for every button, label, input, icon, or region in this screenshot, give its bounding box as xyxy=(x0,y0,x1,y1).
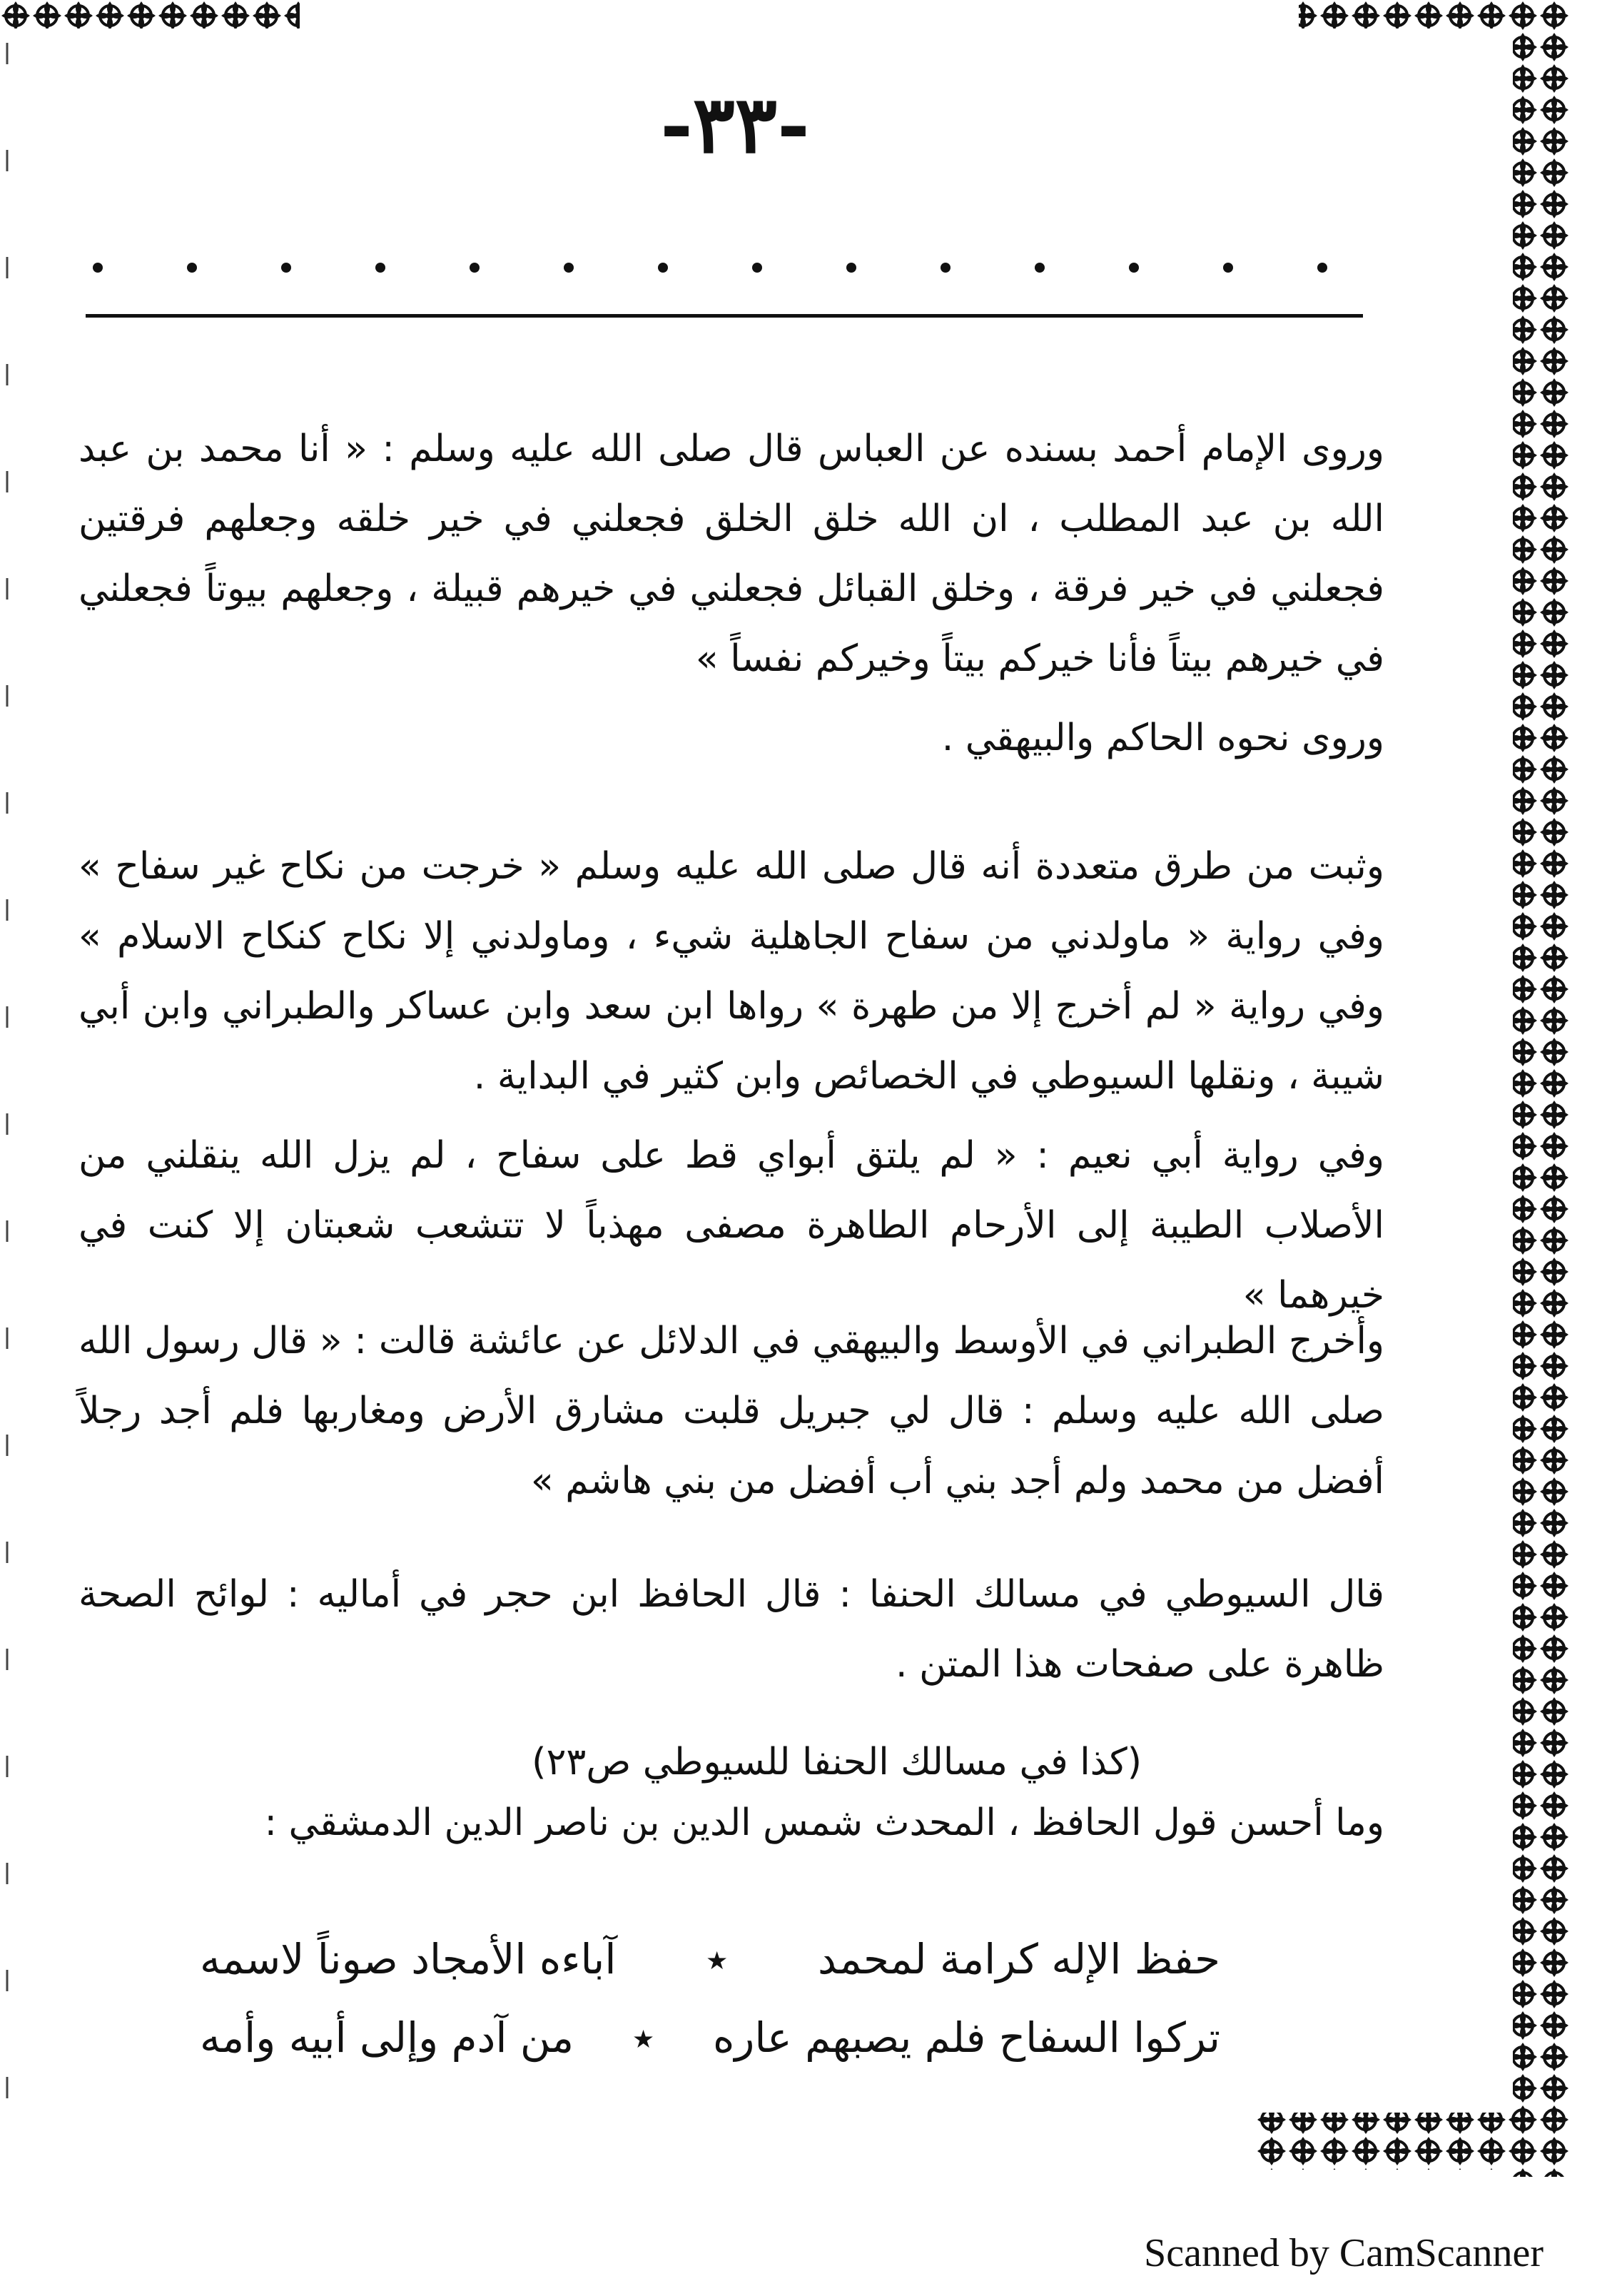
citation-masalik: (كذا في مسالك الحنفا للسيوطي ص٢٣) xyxy=(532,1741,1142,1784)
verse-first-hemistich: حفظ الإله كرامة لمحمد xyxy=(817,1935,1220,1983)
paragraph-tabarani-aisha: وأخرج الطبراني في الأوسط والبيهقي في الدلائل عن عائشة قالت : « قال رسول الله صلى الله عليه وسلم : قال لي جبريل قلبت مشارق الأرض ومغاربها فلم أجد رجلاً أفضل من محمد ولم أجد بني أب أفضل من بني هاشم » xyxy=(78,1320,1384,1502)
scanner-watermark: Scanned by CamScanner xyxy=(1144,2231,1544,2275)
verse-separator-icon: ٭ xyxy=(705,1935,729,1983)
paragraph-abbas-hadith: وروى الإمام أحمد بسنده عن العباس قال صلى الله عليه وسلم : « أنا محمد بن عبد الله بن عبد المطلب ، ان الله خلق الخلق فجعلني في خير خلقه وجعلهم فرقتين فجعلني في خير فرقة ، وخلق القبائل فجعلني في خيرهم قبيلة ، وجعلهم بيوتاً فجعلني في خيرهم بيتاً فأنا خيركم بيتاً وخيركم نفساً » xyxy=(78,428,1384,680)
dotted-separator xyxy=(93,257,1327,278)
verse-first-hemistich: تركوا السفاح فلم يصبهم عاره xyxy=(712,2013,1220,2062)
paragraph-not-from-fornication: وثبت من طرق متعددة أنه قال صلى الله عليه وسلم « خرجت من نكاح غير سفاح » وفي رواية « ماولدني من سفاح الجاهلية شيء ، وماولدني إلا نكاح كنكاح الاسلام » وفي رواية « لم أخرج إلا من طهرة » رواها ابن سعد وابن عساكر والطبراني وابن أبي شيبة ، ونقلها السيوطي في الخصائص وابن كثير في البداية . xyxy=(78,845,1384,1098)
verse-second-hemistich: آباءه الأمجاد صوناً لاسمه xyxy=(200,1935,617,1983)
poem-verse xyxy=(200,1920,1220,1998)
paragraph-poem-intro: وما أحسن قول الحافظ ، المحدث شمس الدين بن ناصر الدين الدمشقي : xyxy=(264,1801,1384,1844)
paragraph-suyuti-quote: قال السيوطي في مسالك الحنفا : قال الحافظ ابن حجر في أماليه : لوائح الصحة ظاهرة على صفحات هذا المتن . xyxy=(78,1573,1384,1686)
verse-separator-icon: ٭ xyxy=(632,2013,655,2062)
page-number: -٣٣- xyxy=(660,79,810,171)
paragraph-hakim-bayhaqi: وروى نحوه الحاكم والبيهقي . xyxy=(941,717,1384,759)
header-rule xyxy=(86,314,1363,318)
paragraph-abu-nuaim: وفي رواية أبي نعيم : « لم يلتق أبواي قط على سفاح ، لم يزل الله ينقلني من الأصلاب الطيبة إلى الأرحام الطاهرة مصفى مهذباً لا تتشعب شعبتان إلا كنت في خيرهما » xyxy=(78,1134,1384,1317)
poem-verse xyxy=(200,1998,1220,2077)
verse-second-hemistich: من آدم وإلى أبيه وأمه xyxy=(200,2013,574,2062)
